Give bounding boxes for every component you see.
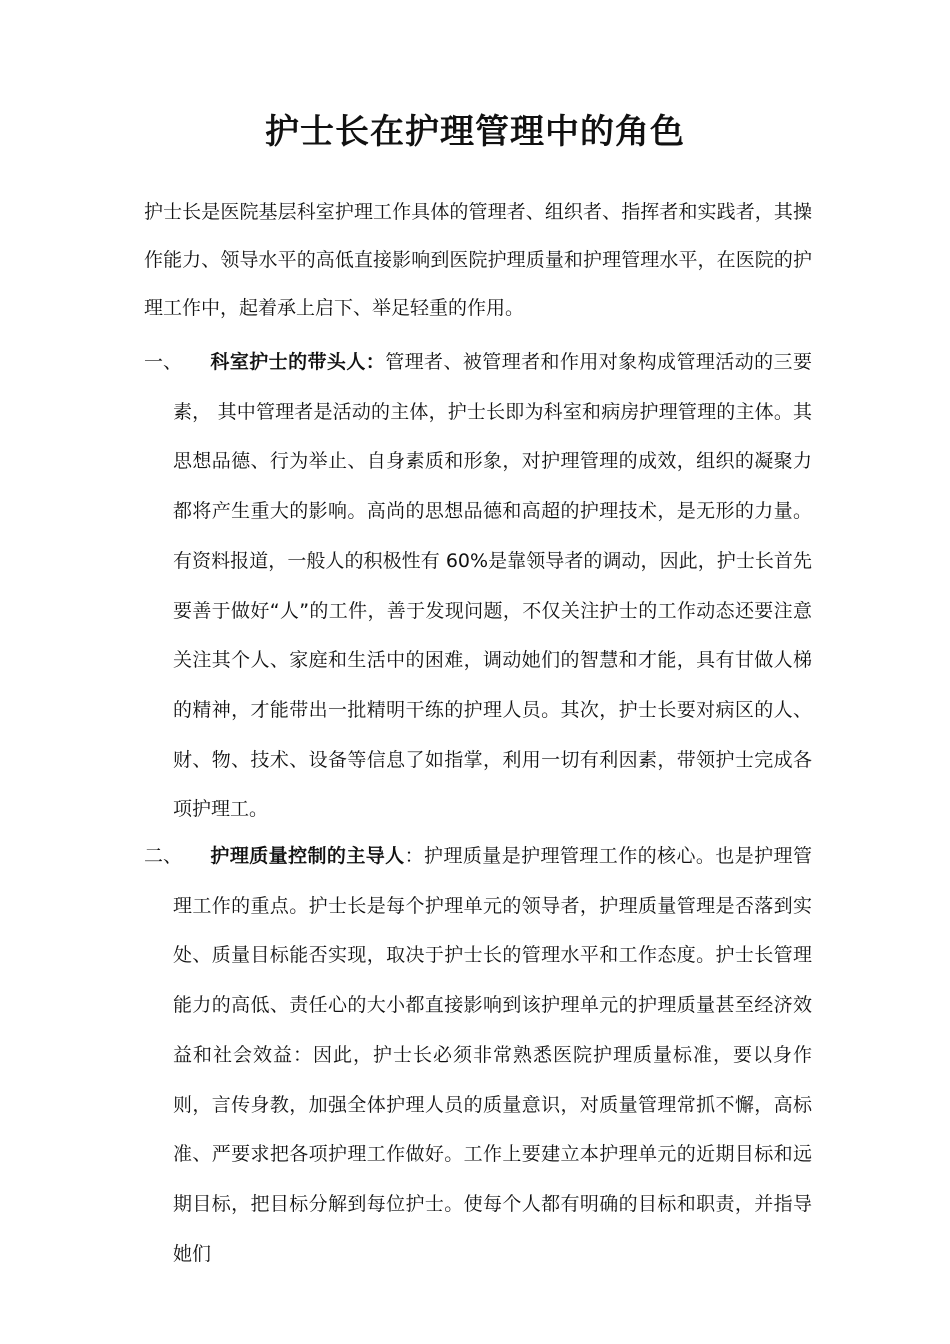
section-2-body: ：护理质量是护理管理工作的核心。也是护理管理工作的重点。护士长是每个护理单元的领导者，护理质量管理是否落到实处、质量目标能否实现，取决于护士长的管理水平和工作态度。护士长管理能力的高低、责任心的大小都直接影响到该护理单元的护理质量甚至经济效益和社会效益：因此，护士长必须非常熟悉医院护理质量标准，要以身作则，言传身教，加强全体护理人员的质量意识，对质量管理常抓不懈，高标准、严要求把各项护理工作做好。工作上要建立本护理单元的近期目标和远期目标，把目标分解到每位护士。使每个人都有明确的目标和职责，并指导她们 xyxy=(173,845,812,1265)
section-2-number: 二、 xyxy=(144,845,183,867)
section-1 xyxy=(144,338,812,835)
intro-paragraph: 护士长是医院基层科室护理工作具体的管理者、组织者、指挥者和实践者，其操作能力、领导水平的高低直接影响到医院护理质量和护理管理水平，在医院的护理工作中，起着承上启下、举足轻重的作用。 xyxy=(144,201,812,319)
document-title: 护士长在护理管理中的角色 xyxy=(265,112,685,152)
section-1-body: 管理者、被管理者和作用对象构成管理活动的三要素， 其中管理者是活动的主体，护士长即为科室和病房护理管理的主体。其思想品德、行为举止、自身素质和形象，对护理管理的成效，组织的凝聚力都将产生重大的影响。高尚的思想品德和高超的护理技术，是无形的力量。有资料报道，一般人的积极性有 60%是靠领导者的调动，因此，护士长首先要善于做好“人”的工件，善于发现问题，不仅关注护士的工作动态还要注意关注其个人、家庭和生活中的困难，调动她们的智慧和才能，具有甘做人梯的精神，才能带出一批精明干练的护理人员。其次，护士长要对病区的人、财、物、技术、设备等信息了如指掌，利用一切有利因素，带领护士完成各项护理工。 xyxy=(173,351,812,821)
section-1-number: 一、 xyxy=(144,351,183,373)
section-1-heading: 科室护士的带头人： xyxy=(210,351,386,373)
section-2-heading: 护理质量控制的主导人 xyxy=(210,845,405,867)
section-2-text xyxy=(144,832,812,1279)
section-1-text xyxy=(144,338,812,835)
section-2 xyxy=(144,832,812,1279)
